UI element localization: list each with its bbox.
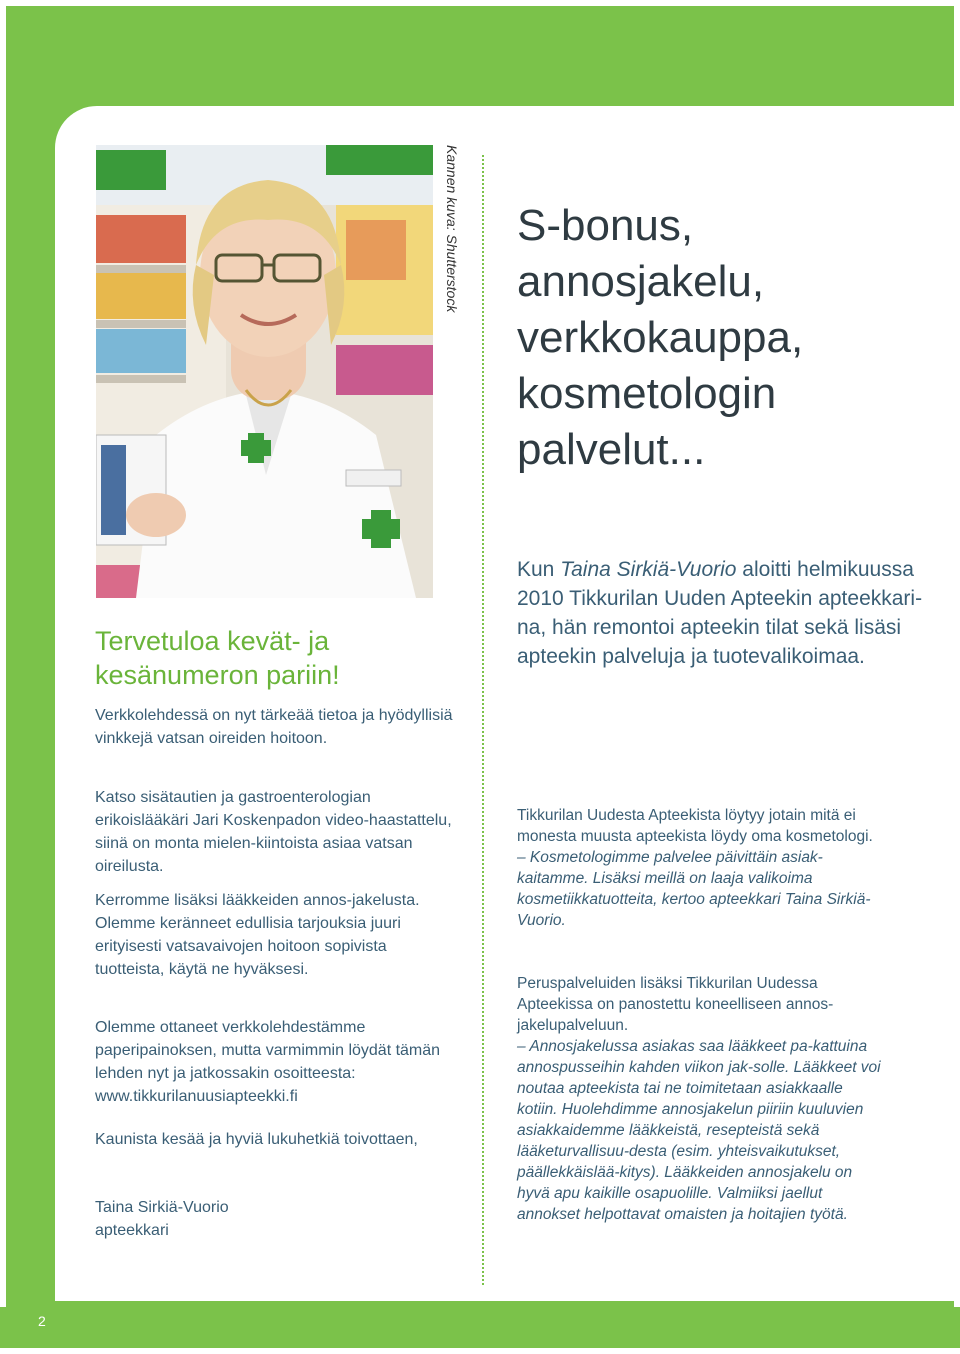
main-title xyxy=(517,198,937,478)
right-p2-quote: – Annosjakelussa asiakas saa lääkkeet pa-kattuina annospusseihin kahden viikon jak-solle. Lääkkeet voi noutaa apteekista tai ne toimitetaan asiakkaalle kotiin. Huolehdimme annosjakelun piiriin kuuluvien asiakkaidemme lääkkeistä, resepteistä sekä lääketurvallisuu-desta (esim. yhteisvaikutukset, päällekkäislää-kitys). Lääkkeiden annosjakelu on hyvä apu kaikille osapuolille. Valmiiksi jaellut annokset helpottavat omaisten ja hoitajien työtä. xyxy=(517,1038,881,1223)
frame-left xyxy=(0,0,6,1354)
lead-name: Taina Sirkiä-Vuorio xyxy=(560,558,737,581)
greeting-heading xyxy=(95,624,340,692)
lead-post: aloitti helmikuussa 2010 Tikkurilan Uuden Apteekin apteekkari-na, hän remontoi apteekin tilat sekä lisäsi apteekin palveluja ja tuotevalikoimaa. xyxy=(517,558,923,668)
title-line: annosjakelu, xyxy=(517,257,765,306)
pharmacist-photo xyxy=(96,145,433,598)
signature xyxy=(95,1196,455,1242)
title-line: kosmetologin xyxy=(517,369,777,418)
footer-strip xyxy=(0,1307,960,1348)
title-line: verkkokauppa, xyxy=(517,313,804,362)
column-divider xyxy=(482,155,484,1285)
left-paragraph-2: Katso sisätautien ja gastroenterologian erikoislääkäri Jari Koskenpadon video-haastattelu, siinä on monta mielen-kiintoista asiaa vatsan oireilusta. xyxy=(95,789,452,875)
pharmacist-illustration xyxy=(96,145,433,598)
right-p1-quote: – Kosmetologimme palvelee päivittäin asiak-kaitamme. Lisäksi meillä on laaja valikoima kosmetiikkatuotteita, kertoo apteekkari Taina Sirkiä-Vuorio. xyxy=(517,849,871,929)
page-number: 2 xyxy=(38,1313,46,1329)
left-paragraph-3: Kerromme lisäksi lääkkeiden annos-jakelusta. Olemme keränneet edullisia tarjouksia juuri erityisesti vatsavaivojen hoitoon sopivista tuotteista, käytä ne hyväksesi. xyxy=(95,892,420,978)
right-paragraph-1 xyxy=(517,805,887,931)
left-paragraph-4: Olemme ottaneet verkkolehdestämme paperipainoksen, mutta varmimmin löydät tämän lehden nyt ja jatkossakin osoitteesta: www.tikkurilanuusiapteekki.fi xyxy=(95,1019,441,1105)
right-p2-plain: Peruspalveluiden lisäksi Tikkurilan Uudessa Apteekissa on panostettu koneelliseen annos-jakelupalveluun. xyxy=(517,975,834,1034)
right-p1-plain: Tikkurilan Uudesta Apteekista löytyy jotain mitä ei monesta muusta apteekista löydy oma kosmetologi. xyxy=(517,807,873,845)
greeting-line: kesänumeron pariin! xyxy=(95,660,340,690)
title-line: S-bonus, xyxy=(517,201,694,250)
lead-pre: Kun xyxy=(517,558,561,581)
signature-title: apteekkari xyxy=(95,1222,169,1239)
photo-credit: Kannen kuva: Shutterstock xyxy=(444,145,460,313)
right-paragraph-2 xyxy=(517,973,887,1225)
signature-name: Taina Sirkiä-Vuorio xyxy=(95,1199,229,1216)
greeting-line: Tervetuloa kevät- ja xyxy=(95,626,330,656)
frame-top xyxy=(0,0,960,6)
left-paragraph-5: Kaunista kesää ja hyviä lukuhetkiä toivottaen, xyxy=(95,1131,418,1148)
left-paragraph-1: Verkkolehdessä on nyt tärkeää tietoa ja hyödyllisiä vinkkejä vatsan oireiden hoitoon. xyxy=(95,707,453,747)
frame-bottom xyxy=(0,1348,960,1354)
title-line: palvelut... xyxy=(517,425,706,474)
lead-paragraph xyxy=(517,555,927,671)
